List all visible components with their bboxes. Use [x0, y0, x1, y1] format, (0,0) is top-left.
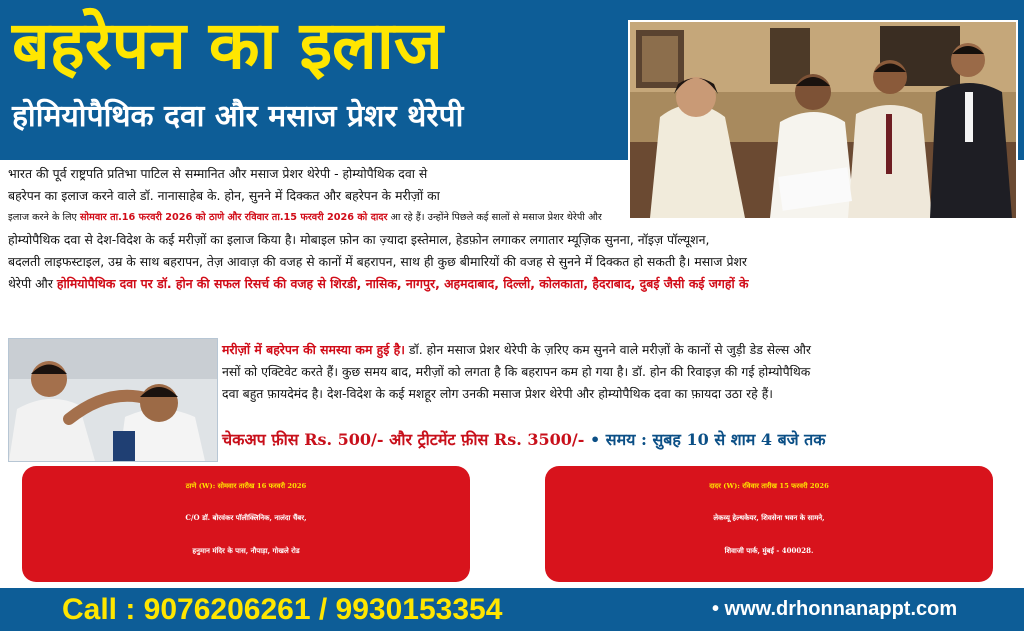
ad-subtitle: होमियोपैथिक दवा और मसाज प्रेशर थेरेपी: [12, 99, 464, 134]
body-line-3: [8, 207, 602, 229]
footer-band: [0, 588, 1024, 631]
body-text-segment: बहरेपन का इलाज करने वाले डॉ. नानासाहेब के. होन, सुनने में दिक्कत और बहरेपन के मरीज़ों का: [8, 188, 440, 203]
dadar-address-line-1: लेकव्यू हेल्थकेयर, शिवसेना भवन के सामने,: [713, 513, 825, 522]
body-text-segment: नसों को एक्टिवेट करते हैं। कुछ समय बाद, मरीज़ों को लगता है कि बहरापन कम हो गया है। डॉ. होन की रिवाइज़ की गई होम्योपैथिक: [222, 364, 811, 379]
body-line-7: [222, 339, 811, 361]
dadar-address-line-2: शिवाजी पार्क, मुंबई - 400028.: [724, 546, 814, 555]
body-line-1: [8, 163, 427, 185]
website-text: • www.drhonnanappt.com: [712, 598, 958, 620]
thane-address-line-2: हनुमान मंदिर के पास, नौपाड़ा, गोखले रोड: [192, 546, 300, 555]
ad-title: बहरेपन का इलाज: [12, 7, 443, 84]
call-numbers: Call : 9076206261 / 9930153354: [62, 593, 503, 626]
body-text-segment: बदलती लाइफस्टाइल, उम्र के साथ बहरापन, तेज़ आवाज़ की वजह से कानों में बहरापन, साथ ही कुछ बीमारियों की वजह से सुनने में दिक्कत हो सकती है। मसाज प्रेशर: [8, 254, 747, 269]
timing-text: • समय : सुबह 10 से शाम 4 बजे तक: [589, 430, 826, 449]
thane-address-line-1: C/O डॉ. बोरवंकर पॉलीक्लिनिक, नालंदा चैंबर,: [185, 513, 307, 522]
dadar-location-heading: दादर (W): रविवार तारीख 15 फरवरी 2026: [709, 482, 829, 490]
body-line-6: [8, 273, 749, 295]
massage-therapy-photo: [8, 338, 218, 462]
body-highlight-segment: सोमवार ता.16 फरवरी 2026 को ठाणे और रविवार ता.15 फरवरी 2026 को दादर: [80, 212, 388, 223]
body-text-segment: भारत की पूर्व राष्ट्रपति प्रतिभा पाटिल से सम्मानित और मसाज प्रेशर थेरेपी - होम्योपैथिक दवा से: [8, 166, 428, 181]
body-text-segment: आ रहे हैं। उन्होंने पिछले कई सालों से मसाज प्रेशर थेरेपी और: [387, 212, 602, 223]
body-highlight-segment: मरीज़ों में बहरेपन की समस्या कम हुई है।: [222, 342, 405, 357]
body-text-segment: दवा बहुत फ़ायदेमंद है। देश-विदेश के कई मशहूर लोग उनकी मसाज प्रेशर थेरेपी और होम्योपैथिक दवा का फ़ायदा उठा रहे हैं।: [222, 386, 773, 401]
body-text-segment: डॉ. होन मसाज प्रेशर थेरेपी के ज़रिए कम सुनने वाले मरीज़ों के कानों से जुड़ी डेड सेल्स और: [404, 342, 811, 357]
body-highlight-segment: होमियोपैथिक दवा पर डॉ. होन की सफल रिसर्च की वजह से शिरडी, नासिक, नागपुर, अहमदाबाद, दिल्ली, कोलकाता, हैदराबाद, दुबई जैसी कई जगहों के: [56, 276, 749, 291]
body-text-segment: होम्योपैथिक दवा से देश-विदेश के कई मरीज़ों का इलाज किया है। मोबाइल फ़ोन का ज़्यादा इस्तेमाल, हेडफ़ोन लगाकर लगातार म्यूज़िक सुनना, नॉइज़ पॉल्यूशन,: [8, 232, 710, 247]
fees-text: चेकअप फ़ीस Rs. 500/- और ट्रीटमेंट फ़ीस Rs. 3500/-: [222, 430, 585, 449]
body-text-segment: इलाज करने के लिए: [8, 212, 80, 223]
award-ceremony-photo: [628, 20, 1018, 220]
body-line-9: [222, 383, 773, 405]
body-line-5: [8, 251, 747, 273]
body-line-8: [222, 361, 810, 383]
dadar-location-box: [545, 466, 993, 582]
body-line-4: [8, 229, 709, 251]
thane-location-heading: ठाणे (W): सोमवार तारीख 16 फरवरी 2026: [185, 482, 307, 490]
fees-line: [222, 428, 826, 452]
body-line-2: [8, 185, 440, 207]
thane-location-box: [22, 466, 470, 582]
body-text-segment: थेरेपी और: [8, 276, 57, 291]
